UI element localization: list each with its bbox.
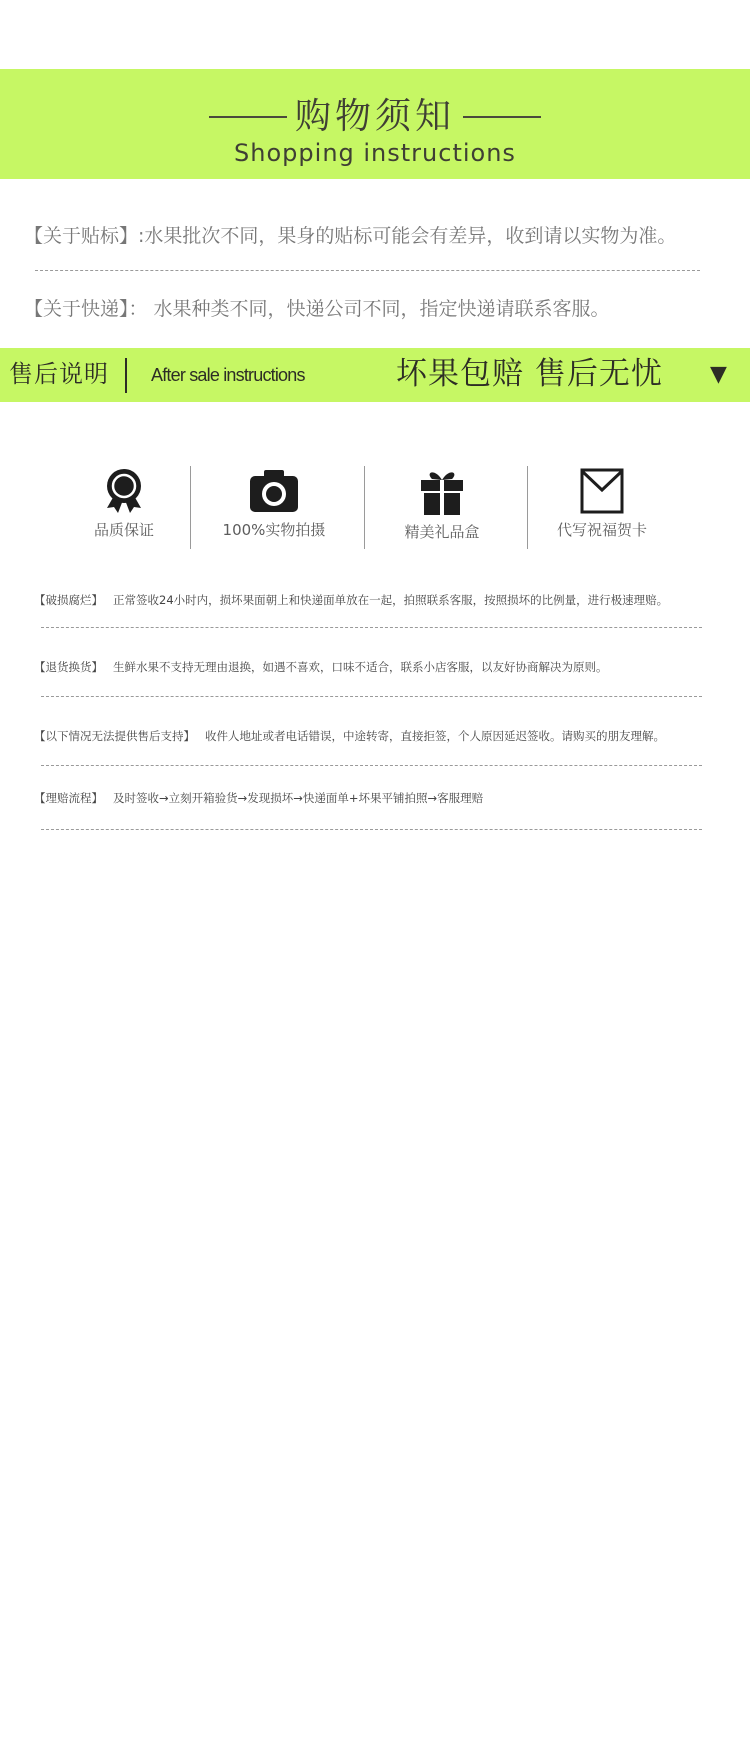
row-divider (41, 829, 702, 830)
banner-left-rule (209, 116, 287, 118)
row-text: 生鲜水果不支持无理由退换，如遇不喜欢，口味不适合，联系小店客服，以友好协商解决为原则。 (113, 660, 608, 674)
triangle-down-icon: ▼ (710, 362, 727, 387)
after-sale-row-return (34, 658, 746, 676)
note-label-sticker: 【关于贴标】:水果批次不同，果身的贴标可能会有差异，收到请以实物为准。 (24, 225, 677, 247)
after-sale-english-title: After sale instructions (151, 365, 305, 385)
feature-gift-box (392, 468, 492, 556)
feature-quality (84, 468, 164, 556)
banner-title-row (0, 95, 750, 139)
after-sale-divider (125, 358, 127, 393)
banner-title: 购物须知 (294, 96, 455, 137)
feature-separator (364, 466, 365, 549)
row-divider (41, 627, 702, 628)
row-divider (41, 765, 702, 766)
after-sale-row-claim-process (34, 789, 746, 807)
row-text: 及时签收→立刻开箱验货→发现损坏→快递面单+坏果平铺拍照→客服理赔 (113, 791, 484, 805)
note-courier: 【关于快递】： 水果种类不同，快递公司不同，指定快递请联系客服。 (24, 298, 610, 320)
banner-right-rule (463, 116, 541, 118)
camera-icon (249, 468, 299, 514)
shopping-instructions-banner (0, 69, 750, 179)
after-sale-slogan: 坏果包赔 售后无忧 (396, 356, 663, 392)
row-key: 【理赔流程】 (34, 791, 103, 805)
feature-separator (190, 466, 191, 549)
row-text: 收件人地址或者电话错误，中途转寄，直接拒签，个人原因延迟签收。请购买的朋友理解。 (205, 729, 665, 743)
after-sale-title: 售后说明 (9, 360, 109, 388)
envelope-icon (580, 468, 624, 514)
row-divider (41, 696, 702, 697)
feature-quality-label: 品质保证 (93, 521, 154, 539)
feature-separator (527, 466, 528, 549)
gift-box-icon (419, 468, 465, 516)
row-key: 【退货换货】 (34, 660, 103, 674)
feature-greeting-card-label: 代写祝福贺卡 (556, 521, 647, 539)
feature-gift-box-label: 精美礼品盒 (404, 523, 480, 541)
row-key: 【破损腐烂】 (34, 593, 103, 607)
note-divider (35, 270, 700, 271)
after-sale-row-no-support (34, 727, 746, 745)
after-sale-banner (0, 348, 750, 402)
banner-subtitle: Shopping instructions (234, 139, 516, 167)
feature-real-photo (214, 468, 334, 556)
row-key: 【以下情况无法提供售后支持】 (34, 729, 195, 743)
after-sale-row-damage (34, 591, 746, 609)
award-ribbon-icon (101, 468, 147, 514)
row-text: 正常签收24小时内，损坏果面朝上和快递面单放在一起，拍照联系客服，按照损坏的比例量，进行极速理赔。 (113, 593, 669, 607)
feature-greeting-card (547, 468, 657, 556)
feature-real-photo-label: 100%实物拍摄 (222, 521, 326, 539)
